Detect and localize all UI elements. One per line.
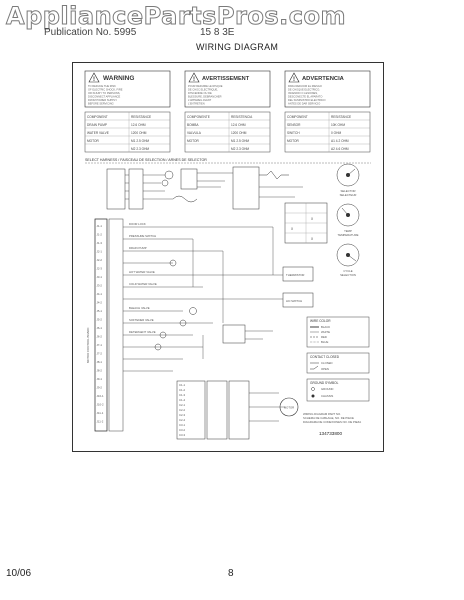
connector-label: J1-2 (96, 232, 102, 237)
connector-label: C1-2 (179, 388, 186, 392)
knob-sublabel: SELECTEUR (339, 193, 357, 197)
table-cell: MOTOR (287, 139, 299, 143)
table-cell: MOTOR (187, 139, 199, 143)
connector-label: J3-1 (96, 275, 102, 279)
connector-label: J2-3 (96, 266, 102, 271)
legend-ground (307, 379, 369, 401)
warning-line: DESCONECTE EL APARATO (288, 95, 323, 99)
part-number: 134733800 (319, 431, 342, 436)
table-cell: COMPONENTE (187, 115, 210, 119)
component-label: HOT WATER VALVE (129, 270, 155, 274)
table-cell: M1 2.5 OHM (231, 139, 250, 143)
table-cell: 0 OHM (331, 131, 342, 135)
legend-item: OPEN (321, 367, 329, 371)
warning-line: L'APPAREIL AVANT (188, 99, 212, 102)
knob-label: CYCLE (343, 269, 353, 273)
table-cell: BOMBA (187, 123, 199, 127)
warning-line: D'INCENDIE OU DE (188, 92, 212, 95)
footer-date: 10/06 (6, 568, 32, 579)
connector-label: J9-1 (96, 377, 102, 381)
page-title: WIRING DIAGRAM (196, 42, 279, 52)
knob-sublabel: TEMPERATURE (337, 233, 359, 237)
connector-label: J9-2 (96, 385, 102, 390)
table-cell: RESISTANCE (331, 115, 352, 119)
connector-label: J10-1 (96, 394, 104, 398)
selector-knobs (337, 164, 359, 277)
connector-label: J5-1 (96, 309, 102, 313)
warning-title-en: WARNING (103, 75, 135, 82)
connector-label: C2-3 (179, 413, 186, 417)
part-number-label-fr: SCHEMA DE CABLAGE, NO. DE PIECE (303, 416, 354, 420)
connector-label: J2-1 (96, 249, 102, 254)
motor-label: MOTOR (283, 405, 295, 410)
warning-title-fr: AVERTISSEMENT (202, 76, 250, 82)
table-cell: A1 4.2 OHM (331, 139, 349, 143)
legend-title: CONTACT CLOSED (310, 355, 340, 359)
resistance-table-1 (85, 112, 170, 152)
warning-line: L'ENTRETIEN (188, 102, 205, 106)
connector-label: J4-1 (96, 292, 102, 296)
legend-item: BLACK (321, 325, 331, 329)
connector-label: J10-2 (96, 402, 104, 407)
component-label: COLD WATER VALVE (129, 282, 157, 286)
connector-label: C3-1 (179, 423, 186, 427)
component-label: DETERGENT VALVE (129, 330, 156, 334)
svg-text:!: ! (293, 77, 295, 83)
component-wiring (123, 222, 313, 371)
wiring-diagram (73, 63, 383, 451)
table-cell: 10K OHM (331, 123, 345, 127)
connector-label: J7-2 (96, 351, 102, 356)
warning-line: ANTES DE DAR SERVICIO (288, 102, 321, 106)
connector-label: C3-2 (179, 428, 186, 432)
warning-title-es: ADVERTENCIA (302, 76, 344, 82)
warning-boxes (85, 71, 370, 107)
warning-line: TO REDUCE THE RISK (88, 85, 116, 88)
connector-label: J6-2 (96, 334, 102, 339)
svg-text:!: ! (193, 77, 195, 83)
warning-line: DE CHOC ELECTRIQUE, (188, 88, 218, 92)
legend-item: BLUE (321, 340, 329, 344)
table-cell: M2 2.3 OHM (231, 147, 250, 151)
legend-wire-color (307, 317, 369, 347)
legend-item: CHASSIS (321, 394, 334, 398)
connector-label: J6-1 (96, 326, 102, 330)
legend-title: WIRE COLOR (310, 319, 331, 323)
svg-text:X: X (291, 227, 294, 231)
table-cell: COMPONENT (87, 115, 108, 119)
connector-label: J8-1 (96, 360, 102, 364)
warning-line: OR INJURY TO PERSONS, (88, 92, 121, 95)
warning-line: DE CHOQUE ELECTRICO, (288, 88, 320, 92)
connector-label: C1-4 (179, 398, 186, 402)
connector-label: C1-1 (179, 383, 186, 387)
table-cell: VALVULA (187, 131, 201, 135)
legend-title: GROUND SYMBOL (310, 381, 339, 385)
connector-label: J11-2 (96, 419, 104, 424)
knob-sublabel: SELECTION (340, 273, 356, 277)
table-cell: 1200 OHM (131, 131, 147, 135)
table-cell: RESISTANCE (131, 115, 152, 119)
connector-label: J3-2 (96, 283, 102, 288)
warning-box-es (285, 71, 370, 107)
table-cell: M1 2.5 OHM (131, 139, 150, 143)
connector-label: J11-1 (96, 411, 104, 415)
connector-label: C3-3 (179, 433, 186, 437)
table-cell: COMPONENT (287, 115, 308, 119)
resistance-table-3 (285, 112, 370, 152)
header-code: 15 8 3E (200, 27, 235, 38)
warning-line: BLESSURE, DEBRANCHER (188, 95, 222, 99)
table-cell: DRAIN PUMP (87, 123, 108, 127)
part-number-label-es: DIAGRAMA DE CONEXIONES NO. DE PIEZA (303, 420, 362, 424)
svg-text:!: ! (93, 77, 95, 83)
warning-line: BEFORE SERVICING (88, 102, 114, 106)
warning-line: DISCONNECT APPLIANCE (88, 95, 121, 99)
page-number: 8 (228, 568, 234, 579)
knob-label: TEMP (344, 229, 352, 233)
component-label: THERMISTOR (286, 273, 305, 277)
selector-knob (337, 164, 359, 197)
connector-label: C2-4 (179, 418, 186, 422)
table-cell: MOTOR (87, 139, 99, 143)
table-cell: M2 2.3 OHM (131, 147, 150, 151)
control-board (86, 219, 123, 431)
part-number-label: WIRING DIAGRAM PART NO. (303, 412, 341, 416)
resistance-table-2 (185, 112, 270, 152)
warning-box-en (85, 71, 170, 107)
selector-harness (107, 167, 327, 243)
connector-label: J7-1 (96, 343, 102, 347)
cycle-knob (337, 244, 359, 277)
component-label: DOOR LOCK (129, 222, 146, 226)
component-label: PRESSURE SWITCH (129, 234, 157, 238)
table-cell: 12.6 OHM (131, 123, 146, 127)
component-label: LID SWITCH (286, 299, 303, 303)
table-cell: SWITCH (287, 131, 300, 135)
wiring-diagram-sheet (72, 62, 384, 452)
table-cell: 12.6 OHM (231, 123, 246, 127)
selector-header: SELECT HARNESS / FAISCEAU DE SELECTION / ARNES DE SELECTOR (85, 158, 207, 162)
connector-label: C1-3 (179, 393, 186, 397)
warning-box-fr (185, 71, 270, 107)
table-cell: WATER VALVE (87, 131, 109, 135)
component-label: DRAIN PUMP (129, 246, 147, 250)
legend-item: RED (321, 335, 327, 339)
legend-item: WHITE (321, 330, 331, 334)
svg-text:X: X (311, 237, 314, 241)
warning-line: FROM POWER SUPPLY (88, 99, 117, 102)
header-publication: Publication No. 5995 (44, 27, 137, 38)
warning-line: INCENDIO O LESIONES, (288, 92, 318, 95)
resistance-tables (85, 112, 370, 152)
connector-label: J1-1 (96, 224, 102, 228)
table-cell: SENSOR (287, 123, 301, 127)
motor-connector-block (177, 381, 298, 439)
connector-label: J4-2 (96, 300, 102, 305)
legend-item: CLOSED (321, 361, 333, 365)
connector-label: J8-2 (96, 368, 102, 373)
connector-label: J5-2 (96, 317, 102, 322)
warning-line: PARA REDUCIR EL RIESGO (288, 85, 322, 88)
connector-label: C2-2 (179, 408, 186, 412)
svg-text:X: X (311, 217, 314, 221)
connector-label: J2-2 (96, 258, 102, 262)
connector-label: J1-3 (96, 241, 102, 245)
warning-line: DEL SUMINISTRO ELECTRICO (288, 99, 326, 102)
table-cell: 1200 OHM (231, 131, 247, 135)
part-number-block (303, 412, 361, 436)
temperature-knob (337, 204, 359, 237)
legend-contact (307, 353, 369, 373)
warning-line: OF ELECTRIC SHOCK, FIRE (88, 88, 123, 92)
table-cell: A2 4.6 OHM (331, 147, 349, 151)
table-cell: RESISTENCIA (231, 115, 253, 119)
warning-line: POUR REDUIRE LE RISQUE (188, 85, 223, 88)
component-label: BLEACH VALVE (129, 306, 150, 310)
bottom-connectors (179, 383, 186, 437)
knob-label: SELECTOR (340, 189, 356, 193)
component-label: SOFTENER VALVE (129, 318, 154, 322)
legend-item: GROUND (321, 387, 334, 391)
control-board-label: MOTOR CONTROL BOARD (86, 327, 90, 363)
watermark-text: AppliancePartsPros.com (6, 2, 346, 30)
connector-label: C2-1 (179, 403, 186, 407)
